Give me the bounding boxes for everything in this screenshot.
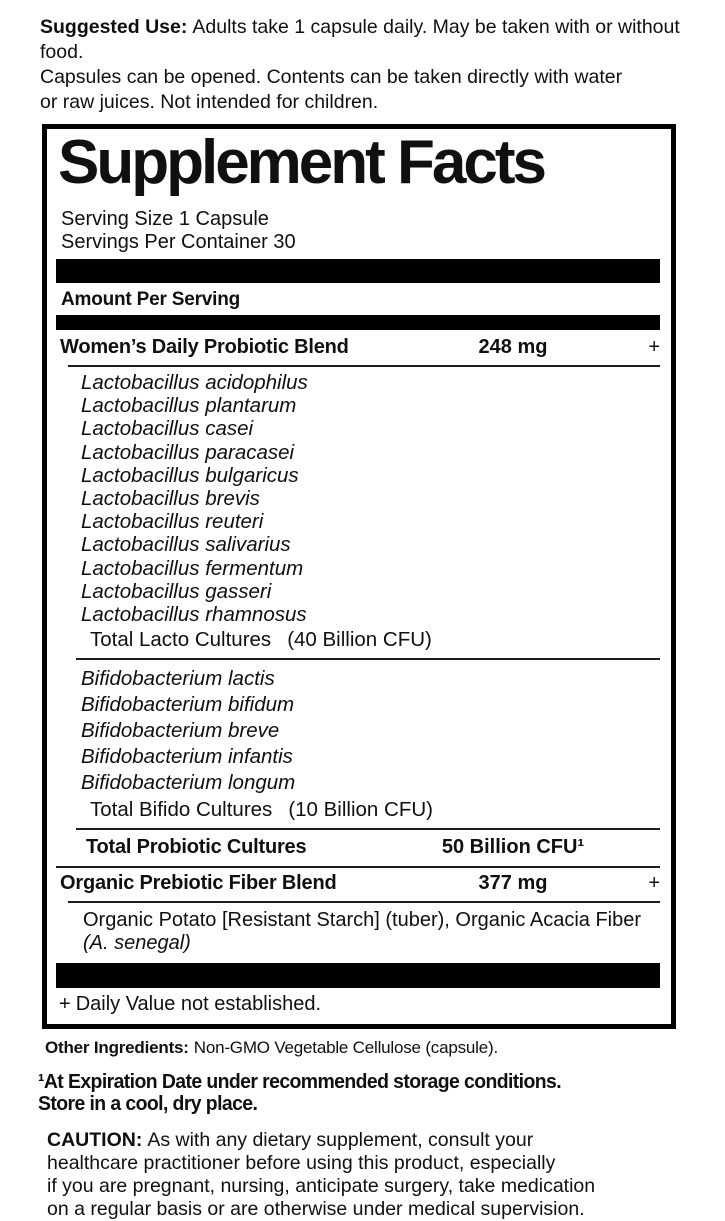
caution-line-4: on a regular basis or are otherwise under medical supervision. <box>47 1198 585 1221</box>
suggested-use-paragraph <box>0 0 725 115</box>
lacto-species-list <box>56 367 660 626</box>
species-item: Bifidobacterium infantis <box>81 745 293 769</box>
footnote-line-1: ¹At Expiration Date under recommended storage conditions. <box>38 1071 562 1094</box>
caution-line-2: healthcare practitioner before using this product, especially <box>47 1152 556 1175</box>
species-item: Lactobacillus reuteri <box>81 510 264 534</box>
probiotic-blend-daily-value: + <box>648 336 660 358</box>
daily-value-text: Daily Value not established. <box>75 993 322 1016</box>
suggested-use-line-1: Adults take 1 capsule daily. May be taken with or without food. <box>40 16 680 63</box>
total-lacto-label: Total Lacto Cultures <box>90 628 272 652</box>
caution-line-1: As with any dietary supplement, consult your <box>147 1129 534 1152</box>
suggested-use-label: Suggested Use: <box>40 16 188 38</box>
total-probiotic-cultures-row <box>56 830 660 863</box>
probiotic-blend-amount: 248 mg <box>478 336 548 358</box>
other-ingredients-label: Other Ingredients: <box>45 1038 189 1058</box>
species-item: Lactobacillus brevis <box>81 487 260 511</box>
divider-bar-top <box>56 259 660 283</box>
daily-value-symbol: + <box>59 993 71 1016</box>
storage-footnote <box>38 1071 704 1115</box>
divider-bar-header <box>56 315 660 330</box>
other-ingredients-text: Non-GMO Vegetable Cellulose (capsule). <box>193 1038 498 1058</box>
fiber-blend-row <box>56 868 660 898</box>
species-item: Lactobacillus bulgaricus <box>81 463 299 487</box>
caution-label: CAUTION: <box>47 1129 143 1152</box>
fiber-ingredients <box>56 903 660 961</box>
species-item: Lactobacillus rhamnosus <box>81 603 307 627</box>
species-item: Lactobacillus salivarius <box>81 533 291 557</box>
species-item: Bifidobacterium bifidum <box>81 693 295 717</box>
total-bifido-label: Total Bifido Cultures <box>90 798 273 822</box>
species-item: Lactobacillus fermentum <box>81 556 304 580</box>
species-item: Lactobacillus paracasei <box>81 440 295 464</box>
total-bifido-amount: (10 Billion CFU) <box>288 798 433 822</box>
fiber-ingredients-line-1: Organic Potato [Resistant Starch] (tuber), Organic Acacia Fiber <box>83 909 642 932</box>
footnote-line-2: Store in a cool, dry place. <box>38 1093 258 1116</box>
suggested-use-line-3: or raw juices. Not intended for children. <box>40 91 379 113</box>
species-item: Lactobacillus acidophilus <box>81 371 308 394</box>
species-item: Bifidobacterium breve <box>81 719 280 743</box>
probiotic-blend-name: Women’s Daily Probiotic Blend <box>60 336 349 358</box>
daily-value-note <box>56 988 660 1024</box>
fiber-blend-amount: 377 mg <box>478 872 548 895</box>
total-lacto-amount: (40 Billion CFU) <box>287 628 432 652</box>
total-lacto-cultures-row <box>56 626 660 655</box>
suggested-use-line-2: Capsules can be opened. Contents can be taken directly with water <box>40 66 623 88</box>
total-bifido-cultures-row <box>56 796 660 825</box>
probiotic-blend-row <box>56 330 660 362</box>
other-ingredients-paragraph <box>45 1038 725 1057</box>
fiber-ingredients-line-2: (A. senegal) <box>83 932 191 955</box>
amount-per-serving-label: Amount Per Serving <box>61 289 241 310</box>
total-probiotic-amount: 50 Billion CFU¹ <box>441 836 585 859</box>
fiber-blend-daily-value: + <box>648 872 660 895</box>
panel-title: Supplement Facts <box>58 128 544 197</box>
caution-paragraph <box>47 1129 725 1221</box>
species-item: Bifidobacterium lactis <box>81 667 275 691</box>
serving-size: Serving Size 1 Capsule <box>61 208 269 230</box>
species-item: Lactobacillus gasseri <box>81 579 272 603</box>
total-probiotic-name: Total Probiotic Cultures <box>86 836 307 859</box>
species-item: Bifidobacterium longum <box>81 771 296 795</box>
fiber-blend-name: Organic Prebiotic Fiber Blend <box>60 872 337 895</box>
bifido-species-list <box>56 660 660 796</box>
supplement-facts-panel <box>42 124 676 1029</box>
species-item: Lactobacillus casei <box>81 417 254 441</box>
caution-line-3: if you are pregnant, nursing, anticipate surgery, take medication <box>47 1175 596 1198</box>
species-item: Lactobacillus plantarum <box>81 394 297 418</box>
servings-per-container: Servings Per Container 30 <box>61 230 296 253</box>
divider-bar-bottom <box>56 963 660 988</box>
